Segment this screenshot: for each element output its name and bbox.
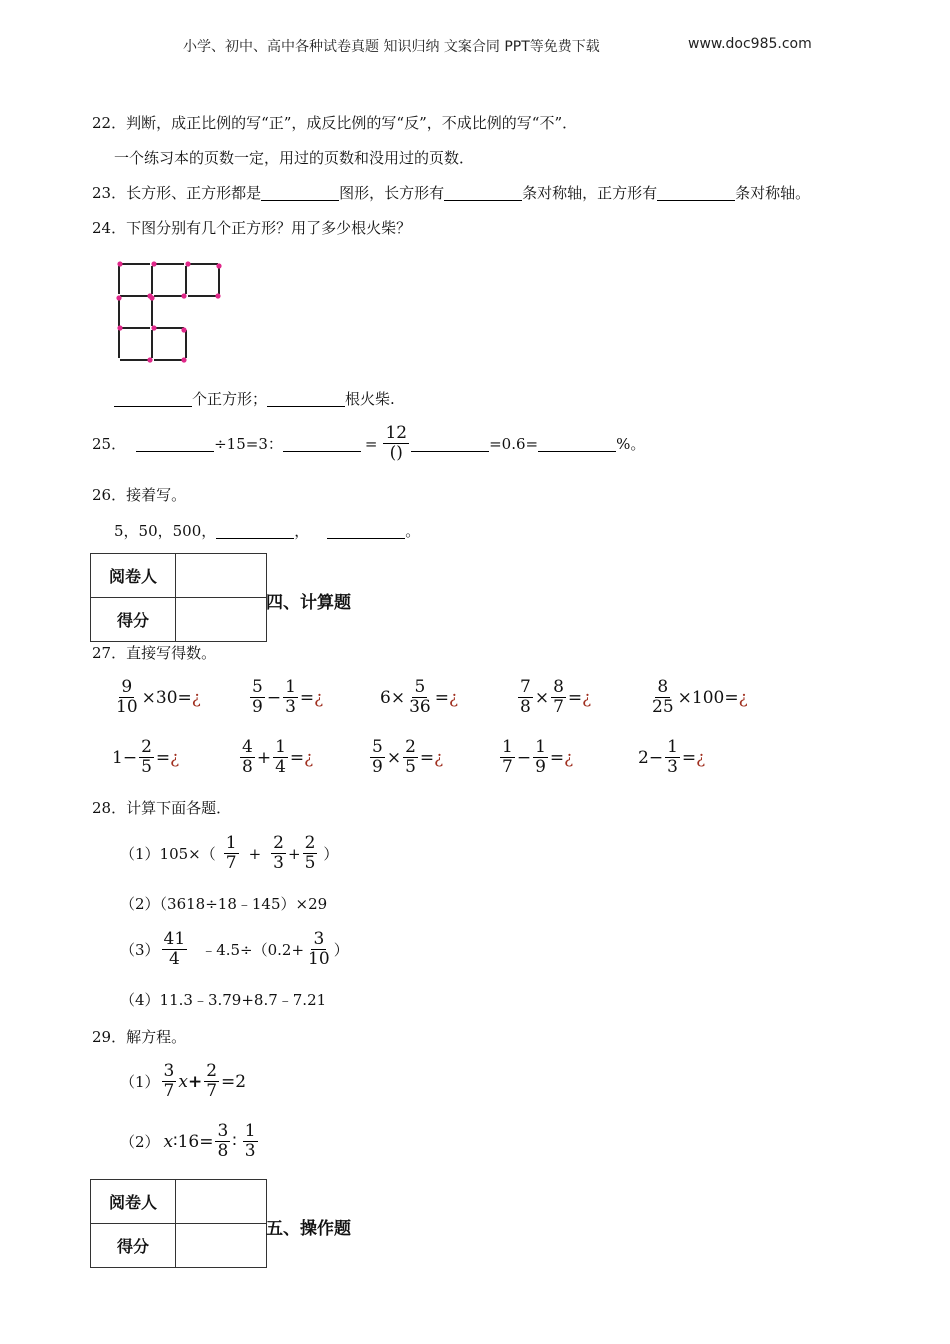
operator: 6× (380, 687, 406, 708)
denominator: 5 (141, 757, 152, 777)
denominator: 7 (206, 1081, 218, 1101)
score-table (90, 1179, 267, 1268)
operator: + (248, 844, 262, 863)
denominator: 3 (273, 853, 284, 873)
operator: 2− (638, 747, 664, 768)
question-text: 判断，成正比例的写“正”，成反比例的写“反”，不成比例的写“不”． (126, 114, 578, 132)
text: 。 (405, 522, 421, 540)
denominator: 10 (308, 949, 330, 969)
operator: ×100= (677, 687, 739, 708)
calc-7 (238, 738, 313, 777)
text: （1） (120, 1073, 160, 1091)
fraction (114, 678, 140, 717)
operator: = (299, 687, 315, 708)
question-number: 25． (92, 434, 127, 453)
calc-3 (380, 678, 458, 717)
denominator: 36 (409, 697, 431, 717)
denominator: 8 (217, 1141, 229, 1161)
numerator: 12 (385, 423, 408, 443)
operator: = (419, 747, 435, 768)
answer-blank[interactable] (411, 435, 489, 452)
text: 根火柴. (345, 390, 395, 408)
answer-mark: ¿ (564, 747, 574, 768)
fraction (665, 738, 680, 777)
header-url[interactable]: www.doc985.com (688, 36, 812, 52)
numerator: 3 (217, 1121, 229, 1141)
fraction (383, 424, 409, 463)
calc-2 (248, 678, 323, 717)
denominator: () (389, 443, 403, 463)
problem-28-1 (120, 834, 338, 873)
score-cell[interactable] (176, 598, 267, 642)
answer-blank[interactable] (657, 184, 735, 201)
numerator: 41 (163, 929, 186, 949)
question-25 (92, 424, 645, 463)
fraction (650, 678, 676, 717)
question-number: 27． (92, 644, 127, 662)
numerator: 1 (667, 737, 678, 757)
text: ， (294, 522, 310, 540)
answer-mark: ¿ (314, 687, 324, 708)
fraction (204, 1062, 219, 1101)
denominator: 9 (535, 757, 546, 777)
question-text: 直接写得数。 (126, 644, 217, 662)
operator: = (289, 747, 305, 768)
fraction (303, 834, 318, 873)
text: ） (333, 941, 349, 959)
calc-1 (112, 678, 201, 717)
numerator: 7 (520, 677, 531, 697)
answer-blank[interactable] (261, 184, 339, 201)
operator: = (567, 687, 583, 708)
problem-28-4: （4）11.3﹣3.79+8.7﹣7.21 (120, 991, 327, 1009)
fraction (403, 738, 418, 777)
answer-mark: ¿ (434, 747, 444, 768)
question-number: 23． (92, 184, 127, 202)
text: （1）105×（ (120, 845, 216, 863)
question-27 (92, 643, 216, 663)
numerator: 2 (273, 833, 284, 853)
numerator: 8 (553, 677, 564, 697)
operator: = (681, 747, 697, 768)
answer-mark: ¿ (191, 687, 201, 708)
question-text: 下图分别有几个正方形？用了多少根火柴？ (126, 219, 412, 237)
reviewer-label: 阅卷人 (91, 1180, 176, 1224)
reviewer-label: 阅卷人 (91, 554, 176, 598)
operator: + (256, 747, 272, 768)
denominator: 7 (553, 697, 564, 717)
operator: × (534, 687, 550, 708)
numerator: 5 (252, 677, 263, 697)
operator: + (187, 1071, 203, 1092)
fraction (551, 678, 566, 717)
calc-10 (638, 738, 705, 777)
answer-mark: ¿ (448, 687, 459, 708)
calc-9 (498, 738, 573, 777)
text: 个正方形； (192, 390, 268, 408)
fraction (407, 678, 433, 717)
answer-blank[interactable] (538, 435, 616, 452)
answer-mark: ¿ (696, 747, 706, 768)
calc-4 (516, 678, 591, 717)
fraction (139, 738, 154, 777)
problem-28-2: （2）（3618÷18﹣145）×29 (120, 895, 328, 913)
question-text: 计算下面各题． (126, 799, 232, 817)
fraction (250, 678, 265, 717)
operator: 1− (112, 747, 138, 768)
fraction (162, 930, 188, 969)
text: ∶16= (173, 1131, 214, 1152)
text: = (364, 434, 378, 453)
numerator: 1 (285, 677, 296, 697)
fraction (271, 834, 286, 873)
numerator: 1 (225, 833, 237, 853)
numerator: 8 (657, 677, 669, 697)
variable: x (163, 1131, 174, 1152)
answer-blank[interactable] (444, 184, 522, 201)
question-24-answer (114, 389, 395, 409)
section-title: 四、计算题 (266, 593, 351, 613)
numerator: 2 (206, 1061, 218, 1081)
answer-mark: ¿ (582, 687, 592, 708)
text: 5，50，500， (114, 522, 217, 540)
section-title: 五、操作题 (266, 1219, 351, 1239)
operator: ∶ (232, 1131, 237, 1152)
numerator: 4 (242, 737, 253, 757)
fraction (273, 738, 288, 777)
operator: = (434, 687, 449, 708)
answer-blank[interactable] (216, 522, 294, 539)
calc-8 (368, 738, 443, 777)
denominator: 25 (652, 697, 674, 717)
question-22 (92, 113, 577, 133)
numerator: 3 (313, 929, 325, 949)
text: 条对称轴，正方形有 (522, 184, 658, 202)
score-cell[interactable] (176, 1224, 267, 1268)
variable: x (178, 1071, 188, 1092)
denominator: 8 (242, 757, 253, 777)
operator: = (549, 747, 565, 768)
score-label: 得分 (91, 1224, 176, 1268)
header-text: 小学、初中、高中各种试卷真题 知识归纳 文案合同 PPT等免费下载 (183, 39, 600, 55)
denominator: 3 (667, 757, 678, 777)
operator: = (155, 747, 171, 768)
fraction (533, 738, 548, 777)
question-23 (92, 183, 810, 203)
text: =0.6= (489, 434, 539, 453)
text: ） (323, 845, 339, 863)
denominator: 3 (244, 1141, 256, 1161)
numerator: 9 (121, 677, 133, 697)
operator: ×30= (141, 687, 192, 708)
calc-6 (112, 738, 179, 777)
text: %。 (616, 434, 646, 453)
question-26 (92, 485, 186, 505)
answer-blank[interactable] (114, 390, 192, 407)
fraction (240, 738, 255, 777)
denominator: 5 (405, 757, 416, 777)
denominator: 8 (520, 697, 531, 717)
calc-5 (648, 678, 748, 717)
numerator: 1 (535, 737, 546, 757)
numerator: 2 (405, 737, 416, 757)
reviewer-cell[interactable] (176, 1180, 267, 1224)
fraction (306, 930, 332, 969)
denominator: 9 (252, 697, 263, 717)
text: 条对称轴。 (735, 184, 811, 202)
question-number: 29． (92, 1028, 127, 1046)
question-28 (92, 798, 231, 818)
denominator: 3 (285, 697, 296, 717)
answer-mark: ¿ (170, 747, 180, 768)
text: 图形，长方形有 (339, 184, 445, 202)
score-label: 得分 (91, 598, 176, 642)
equation-29-1 (120, 1062, 246, 1101)
denominator: 10 (116, 697, 138, 717)
operator: × (386, 747, 402, 768)
denominator: 7 (502, 757, 513, 777)
question-number: 24． (92, 219, 127, 237)
reviewer-cell[interactable] (176, 554, 267, 598)
question-number: 26． (92, 486, 127, 504)
text: ﹣4.5÷（0.2+ (201, 941, 305, 959)
numerator: 3 (163, 1061, 175, 1081)
text: 长方形、正方形都是 (126, 184, 262, 202)
question-29 (92, 1027, 186, 1047)
score-table (90, 553, 267, 642)
numerator: 1 (502, 737, 513, 757)
fraction (243, 1122, 258, 1161)
text: （3） (120, 941, 160, 959)
fraction (283, 678, 298, 717)
text: ÷15=3： (214, 434, 283, 453)
text: （2） (120, 1133, 160, 1151)
denominator: 5 (304, 853, 316, 873)
answer-mark: ¿ (304, 747, 314, 768)
answer-blank[interactable] (327, 522, 405, 539)
matchstick-figure (112, 258, 224, 368)
denominator: 7 (163, 1081, 175, 1101)
question-number: 28． (92, 799, 127, 817)
numerator: 1 (275, 737, 286, 757)
numerator: 2 (304, 833, 316, 853)
question-number: 22． (92, 114, 127, 132)
denominator: 9 (372, 757, 383, 777)
numerator: 1 (244, 1121, 256, 1141)
operator: + (287, 844, 301, 863)
numerator: 5 (372, 737, 383, 757)
question-24 (92, 218, 411, 238)
question-text: 接着写。 (126, 486, 187, 504)
answer-blank[interactable] (267, 390, 345, 407)
denominator: 4 (275, 757, 286, 777)
answer-blank[interactable] (136, 435, 214, 452)
fraction (215, 1122, 230, 1161)
answer-blank[interactable] (283, 435, 361, 452)
question-text: 解方程。 (126, 1028, 187, 1046)
answer-mark: ¿ (738, 687, 748, 708)
question-22-sub: 一个练习本的页数一定，用过的页数和没用过的页数． (114, 149, 475, 167)
operator: − (516, 747, 532, 768)
equation-29-2 (120, 1122, 260, 1161)
numerator: 2 (141, 737, 152, 757)
fraction (162, 1062, 177, 1101)
denominator: 4 (168, 949, 180, 969)
fraction (518, 678, 533, 717)
operator: − (266, 687, 282, 708)
denominator: 7 (225, 853, 237, 873)
fraction (500, 738, 515, 777)
fraction (370, 738, 385, 777)
fraction (224, 834, 239, 873)
operator: =2 (221, 1071, 247, 1092)
numerator: 5 (414, 677, 426, 697)
problem-28-3 (120, 930, 349, 969)
question-26-sequence (114, 521, 420, 541)
